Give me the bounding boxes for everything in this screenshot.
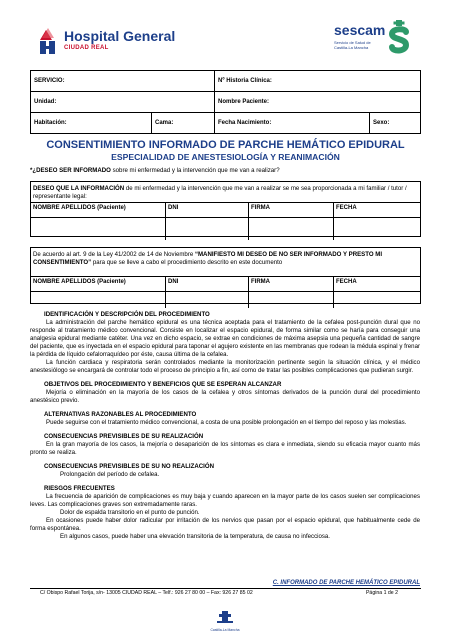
hospital-name: Hospital General <box>64 28 176 44</box>
family-info-consent-box <box>30 181 421 237</box>
sexo-field[interactable]: Sexo: <box>370 113 421 134</box>
dni-cell[interactable] <box>166 292 249 309</box>
col-dni: DNI <box>166 203 249 218</box>
paragraph: Mejoría o eliminación en la mayoría de los casos de la cefalea y otros síntomas derivados de la punción dural del procedimiento anestésico previo. <box>30 389 420 404</box>
sescam-logo <box>334 18 416 58</box>
section-title: RIESGOS FRECUENTES <box>44 485 115 492</box>
fecha-cell[interactable] <box>334 292 421 309</box>
unidad-field[interactable]: Unidad: <box>31 92 215 113</box>
paragraph: En la gran mayoría de los casos, la mejoría o desaparición de los síntomas es clara e inmediata, siendo su eficacia mayor cuanto más pronto se realiza. <box>30 441 420 456</box>
firma-cell[interactable] <box>249 292 334 309</box>
col-fecha: FECHA <box>334 277 421 292</box>
servicio-field[interactable]: SERVICIO: <box>31 71 215 92</box>
footer-address: C/ Obispo Rafael Torija, s/n- 13005 CIUDAD REAL – Telf.: 926 27 80 00 – Fax: 926 27 85 02 <box>40 590 253 596</box>
paragraph: Prolongación del período de cefalea. <box>60 471 160 478</box>
family-signature-table <box>31 202 420 240</box>
sescam-emblem-icon <box>384 18 414 58</box>
info-question: *¿DESEO SER INFORMADO sobre mi enfermedad y la intervención que me van a realizar? <box>30 167 280 174</box>
section-title: ALTERNATIVAS RAZONABLES AL PROCEDIMIENTO <box>44 411 197 418</box>
nombre-paciente-field[interactable]: Nombre Paciente: <box>215 92 421 113</box>
habitacion-field[interactable]: Habitación: <box>31 113 152 134</box>
section-title: CONSECUENCIAS PREVISIBLES DE SU NO REALIZACIÓN <box>44 463 214 470</box>
castilla-logo-text: Castilla-La Mancha <box>210 628 240 632</box>
section-title: CONSECUENCIAS PREVISIBLES DE SU REALIZACIÓN <box>44 433 204 440</box>
castilla-la-mancha-logo <box>210 610 240 634</box>
hospital-emblem-icon <box>38 26 60 56</box>
nombre-cell[interactable] <box>31 292 166 309</box>
dni-cell[interactable] <box>166 218 249 241</box>
sescam-subtitle: Servicio de Salud de Castilla-La Mancha <box>334 40 371 50</box>
nombre-cell[interactable] <box>31 218 166 241</box>
col-nombre: NOMBRE APELLIDOS (Paciente) <box>31 203 166 218</box>
col-dni: DNI <box>166 277 249 292</box>
hospital-city: CIUDAD REAL <box>64 45 109 51</box>
fecha-nacimiento-field[interactable]: Fecha Nacimiento: <box>215 113 370 134</box>
cama-field[interactable]: Cama: <box>152 113 215 134</box>
paragraph: La administración del parche hemático epidural es una técnica aceptada para el tratamiento de la cefalea post-punción dural que no responde al tratamiento médico convencional. Consiste en localizar el espacio epidural, de forma similar como se haría para conseguir una analgesia epidural mediante catéter. Una vez en dicho espacio, se extrae en condiciones de máxima asepsia una pequeña cantidad de sangre del paciente, que es inyectada en el espacio epidural para taponar el agujero existente en las membranas que rodean la médula espinal y frenar la pérdida de líquido cefalorraquídeo por éste, causa última de la cefalea. <box>30 319 420 358</box>
no-info-consent-box <box>30 247 421 304</box>
historia-clinica-field[interactable]: Nº Historia Clínica: <box>215 71 421 92</box>
section-title: OBJETIVOS DEL PROCEDIMIENTO Y BENEFICIOS QUE SE ESPERAN ALCANZAR <box>44 381 282 388</box>
patient-info-table <box>30 70 421 134</box>
footer-document-title: C. INFORMADO DE PARCHE HEMÁTICO EPIDURAL <box>272 580 420 586</box>
firma-cell[interactable] <box>249 218 334 241</box>
paragraph: Dolor de espalda transitorio en el punto de punción. <box>60 509 200 516</box>
castilla-emblem-icon <box>210 610 240 634</box>
col-nombre: NOMBRE APELLIDOS (Paciente) <box>31 277 166 292</box>
document-subtitle: ESPECIALIDAD DE ANESTESIOLOGÍA Y REANIMACIÓN <box>111 152 340 162</box>
col-fecha: FECHA <box>334 203 421 218</box>
section-title: IDENTIFICACIÓN Y DESCRIPCIÓN DEL PROCEDIMIENTO <box>44 311 210 318</box>
col-firma: FIRMA <box>249 277 334 292</box>
col-firma: FIRMA <box>249 203 334 218</box>
fecha-cell[interactable] <box>334 218 421 241</box>
paragraph: La frecuencia de aparición de complicaciones es muy baja y cuando aparecen en la mayor parte de los casos suelen ser complicaciones leves. Las complicaciones graves son extremadamente raras. <box>30 493 420 508</box>
paragraph: Puede seguirse con el tratamiento médico convencional, a costa de una posible prolongación en el tiempo del reposo y las molestias. <box>46 419 407 426</box>
footer-divider <box>30 588 421 589</box>
sescam-name: sescam <box>334 22 386 38</box>
page-number: Página 1 de 2 <box>365 590 398 596</box>
no-info-signature-table <box>31 276 420 308</box>
hospital-general-logo <box>38 24 176 60</box>
no-info-text: De acuerdo al art. 9 de la Ley 41/2002 de 14 de Noviembre “MANIFIESTO MI DESEO DE NO SER INFORMADO Y PRESTO MI CONSENTIMIENTO” para que se lleve a cabo el procedimiento descrito en este documento <box>33 251 383 266</box>
document-body <box>30 311 420 541</box>
paragraph: En ocasiones puede haber dolor radicular por irritación de los nervios que pasan por el espacio epidural, que habitualmente cede de forma espontánea. <box>30 517 420 532</box>
family-info-text: DESEO QUE LA INFORMACIÓN de mi enfermedad y la intervención que me van a realizar se me sea proporcionada a mi familiar / tutor / representante legal: <box>33 185 407 200</box>
paragraph: La función cardiaca y respiratoria serán controlados mediante la monitorización pertinente según la situación clínica, y el médico anestesiólogo se encargará de controlar todo el proceso de principio a fin, así como de tratar las posibles complicaciones que pudieran surgir. <box>30 359 420 374</box>
paragraph: En algunos casos, puede haber una elevación transitoria de la temperatura, de causa no infecciosa. <box>60 533 330 540</box>
document-title: CONSENTIMIENTO INFORMADO DE PARCHE HEMÁTICO EPIDURAL <box>46 139 405 151</box>
